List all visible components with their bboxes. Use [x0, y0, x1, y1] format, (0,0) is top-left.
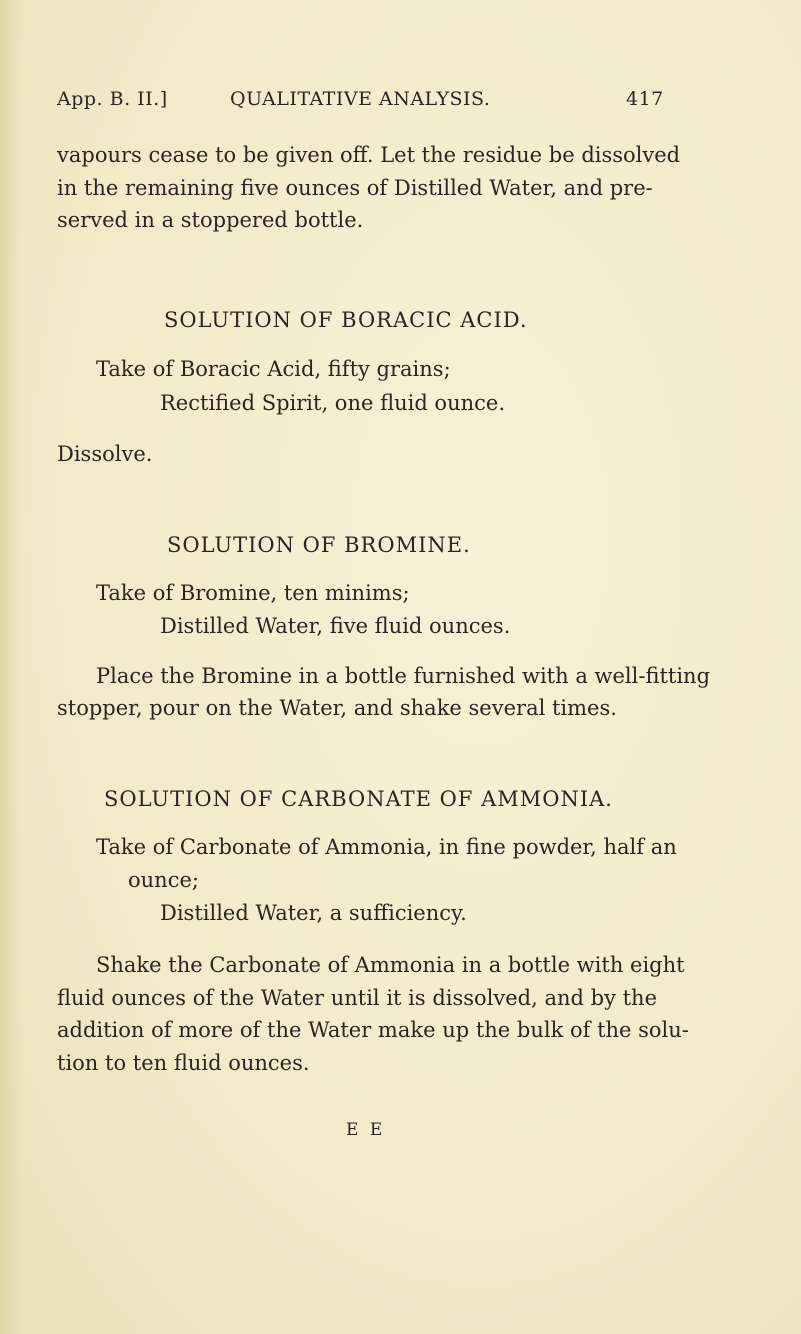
ingredient-line: Distilled Water, a sufficiency.: [160, 901, 467, 925]
page-number: 417: [626, 88, 664, 110]
direction-line: fluid ounces of the Water until it is dissolved, and by the: [57, 986, 658, 1010]
running-header-title: QUALITATIVE ANALYSIS.: [230, 88, 491, 110]
section-title: SOLUTION OF CARBONATE OF AMMONIA.: [104, 787, 613, 811]
ingredient-line: ounce;: [128, 868, 199, 892]
direction-line: addition of more of the Water make up the bulk of the solu-: [57, 1018, 689, 1042]
signature-mark: E E: [346, 1120, 386, 1140]
direction-line: tion to ten fluid ounces.: [57, 1051, 310, 1075]
running-header-left: App. B. II.]: [57, 88, 168, 110]
ingredient-line: Take of Boracic Acid, fifty grains;: [96, 357, 451, 381]
body-line: in the remaining five ounces of Distilled Water, and pre-: [57, 176, 653, 200]
body-line: vapours cease to be given off. Let the residue be dissolved: [57, 143, 681, 167]
section-title: SOLUTION OF BORACIC ACID.: [164, 308, 528, 332]
ingredient-line: Take of Bromine, ten minims;: [96, 581, 410, 605]
direction-line: Place the Bromine in a bottle furnished with a well-fitting: [96, 664, 711, 688]
direction-line: Dissolve.: [57, 442, 153, 466]
section-title: SOLUTION OF BROMINE.: [167, 533, 471, 557]
ingredient-line: Distilled Water, five fluid ounces.: [160, 614, 511, 638]
ingredient-line: Rectified Spirit, one fluid ounce.: [160, 391, 505, 415]
ingredient-line: Take of Carbonate of Ammonia, in fine powder, half an: [96, 835, 677, 859]
page-edge-shadow: [0, 0, 22, 1334]
body-line: served in a stoppered bottle.: [57, 208, 364, 232]
direction-line: stopper, pour on the Water, and shake several times.: [57, 696, 617, 720]
direction-line: Shake the Carbonate of Ammonia in a bottle with eight: [96, 953, 685, 977]
